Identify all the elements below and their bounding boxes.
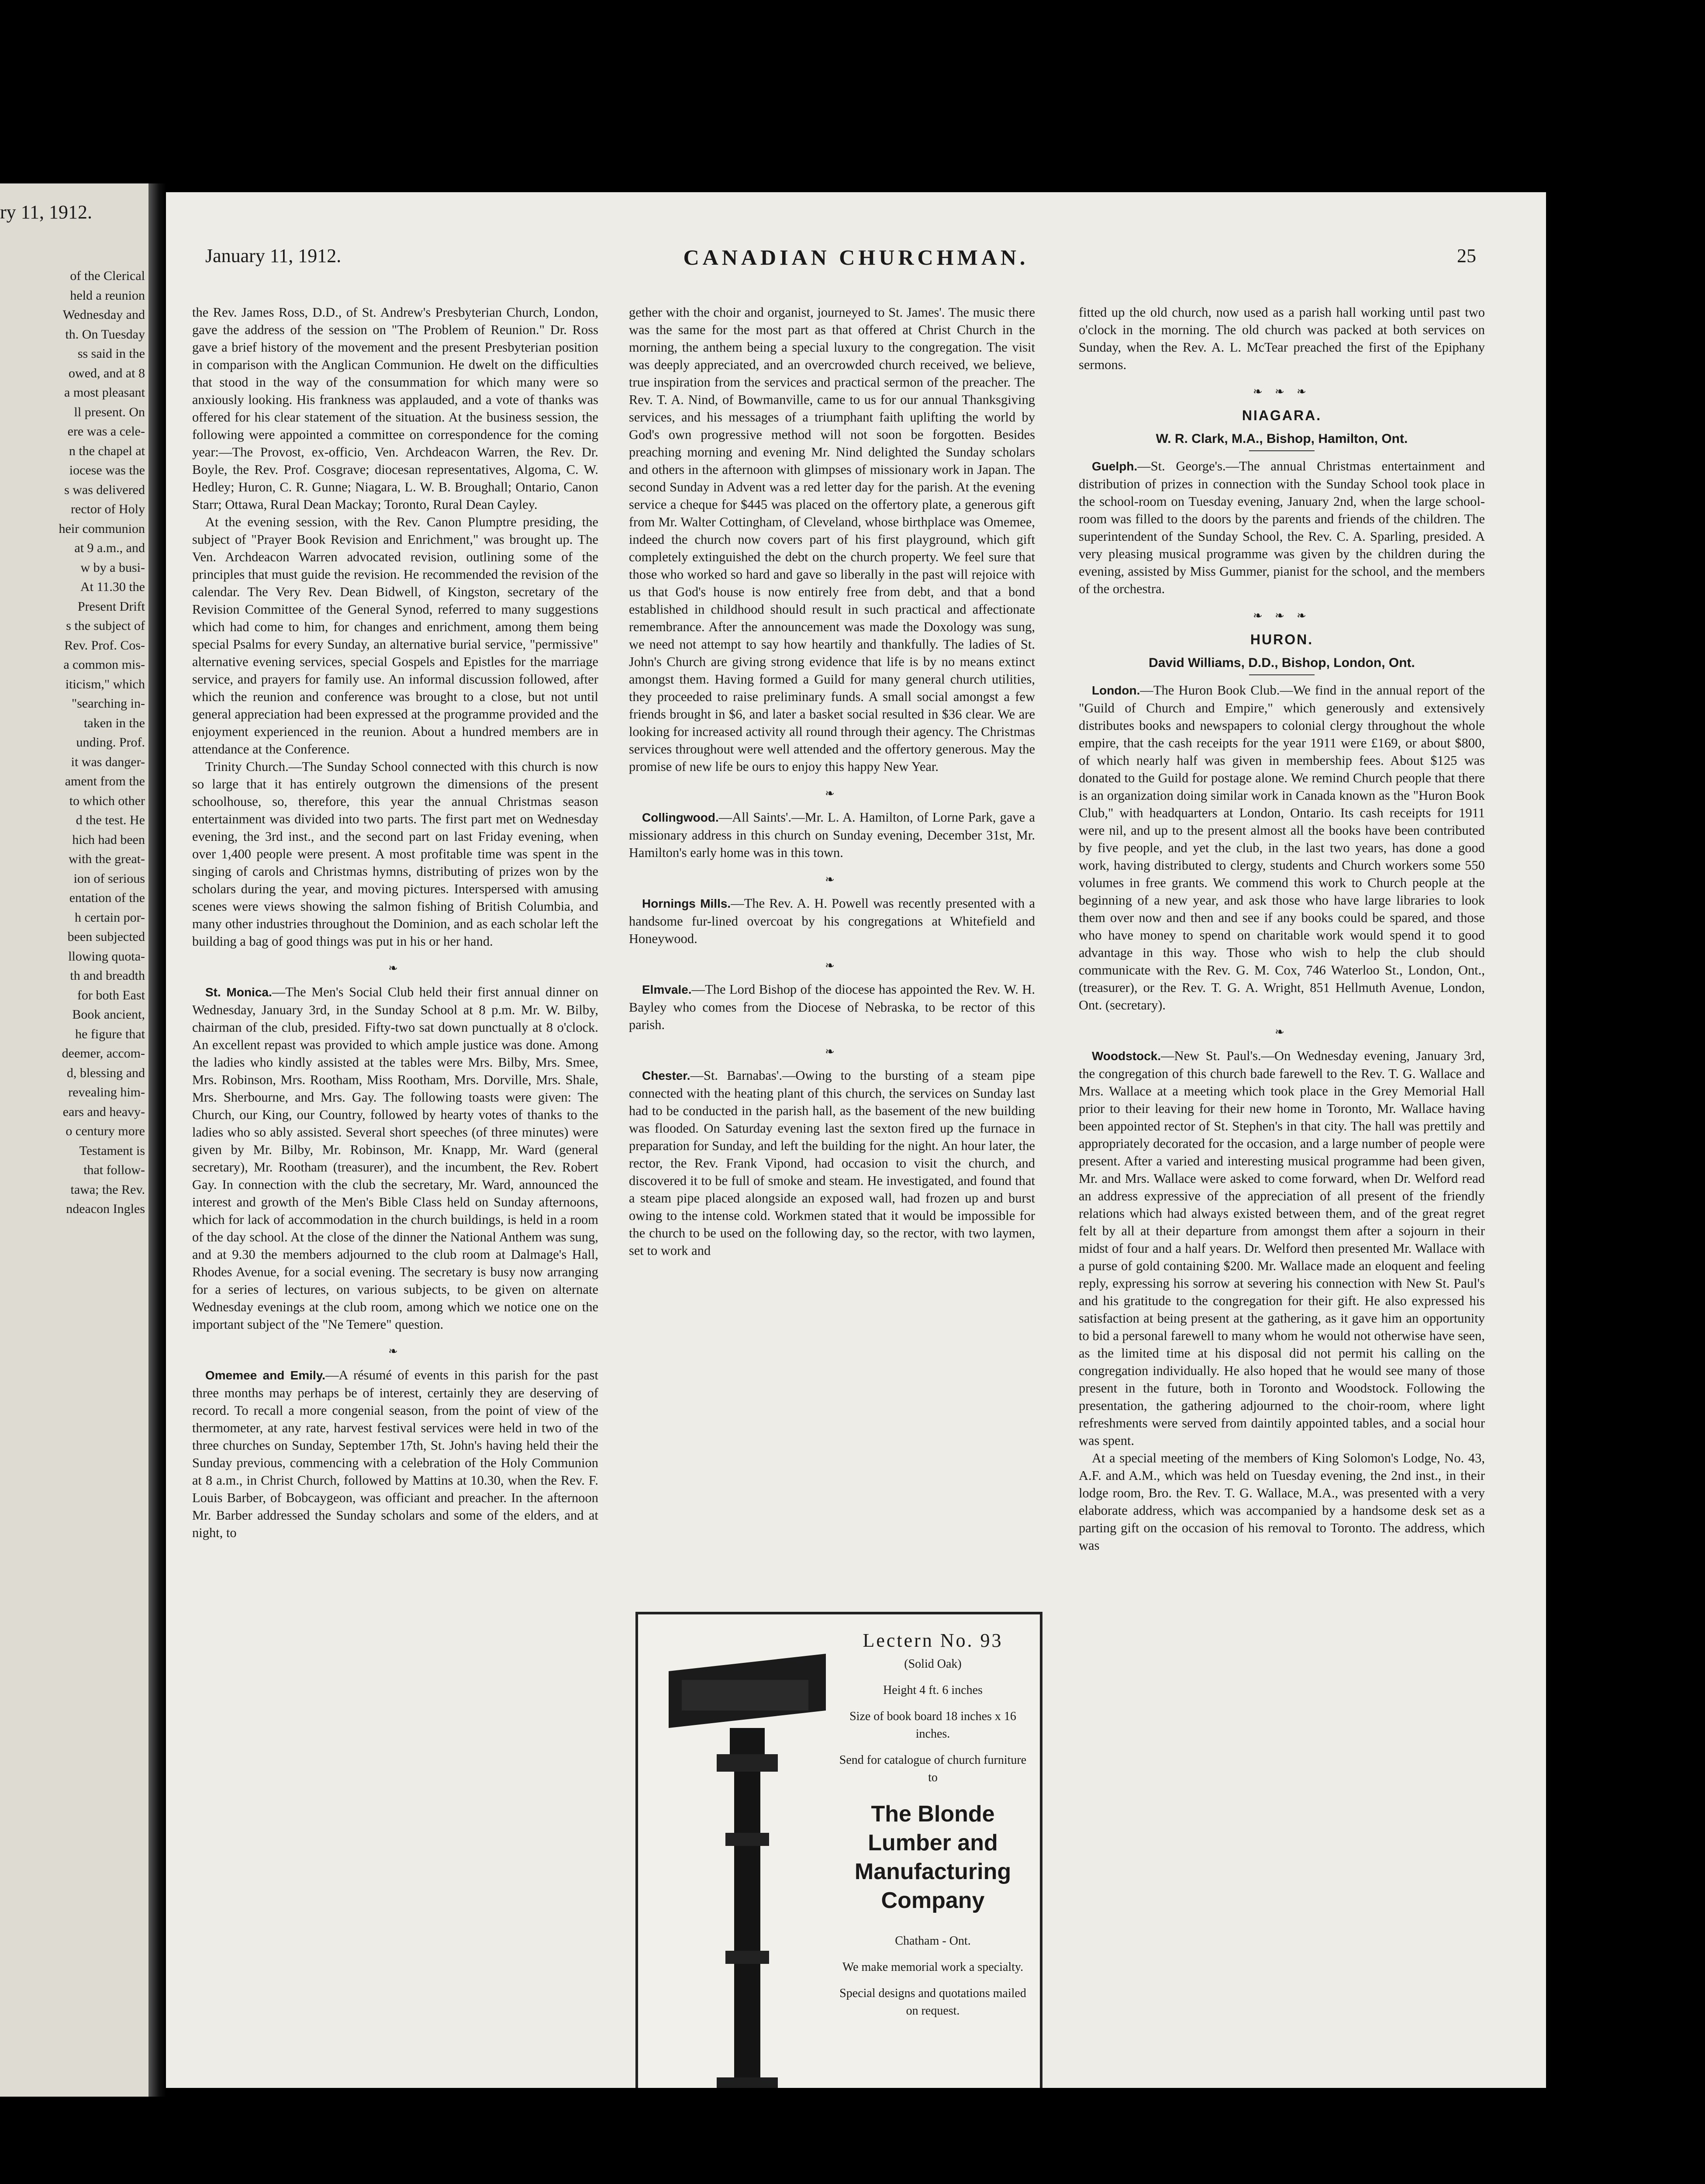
previous-page-running-head: ry 11, 1912. [0, 201, 93, 223]
page-number: 25 [1457, 245, 1476, 266]
article-paragraph: At a special meeting of the members of King Solomon's Lodge, No. 43, A.F. and A.M., which was held on Tuesday evening, the 2nd inst., in their lodge room, Bro. the Rev. T. G. Wallace, M.A., was presented with a very elaborate address, which was accompanied by a handsome desk set as a parting gift on the occasion of his removal to Toronto. The address, which was [1079, 1451, 1485, 1553]
place-name: Hornings Mills. [642, 897, 731, 910]
previous-page-line: for both East [77, 988, 145, 1002]
previous-page-line: deemer, accom- [62, 1046, 145, 1061]
previous-page-fragments [1, 266, 145, 1219]
ad-board-size: Size of book board 18 inches x 16 inches. [849, 1710, 1016, 1741]
article-paragraph [629, 809, 1035, 861]
article-text: —St. George's.—The annual Christmas entertainment and distribution of prizes in connection with the Sunday School took place in the school-room on Tuesday evening, January 2nd, when the large school-room was filled to the doors by the parents and friends of the children. The superintendent of the Sunday School, the Rev. C. A. Sparling, presided. A very pleasing musical programme was given by the children during the evening, assisted by Miss Gummer, pianist for the school, and the members of the orchestra. [1079, 459, 1485, 596]
place-name: Chester. [642, 1069, 690, 1082]
place-name: Collingwood. [642, 811, 719, 824]
diocese-heading-niagara: NIAGARA. [1242, 408, 1322, 423]
previous-page-line: tawa; the Rev. [70, 1182, 145, 1197]
previous-page-line: llowing quota- [68, 949, 145, 964]
column-1 [192, 304, 598, 1541]
previous-page-line: ion of serious [73, 871, 145, 886]
article-paragraph [1079, 457, 1485, 598]
previous-page-line: th. On Tuesday [65, 327, 145, 342]
previous-page-line: th and breadth [70, 968, 145, 983]
previous-page-line: owed, and at 8 [69, 366, 145, 380]
previous-page-line: he figure that [75, 1026, 145, 1041]
previous-page-line: o century more [66, 1124, 145, 1138]
article-paragraph: the Rev. James Ross, D.D., of St. Andrew's Presbyterian Church, London, gave the address of the session on "The Problem of Reunion." Dr. Ross gave a brief history of the movement and the present Presbyterian position in comparison with the Anglican Communion. He dwelt on the difficulties that stood in the way of the consummation for which many were so anxiously looking. His frankness was applauded, and a vote of thanks was offered for his clear statement of the situation. At the business session, the following were appointed a committee on correspondence for the coming year:—The Provost, ex-officio, Ven. Archdeacon Warren, the Rev. Dr. Boyle, the Rev. Prof. Cosgrave; diocesan representatives, Algoma, C. W. Hedley; Huron, C. R. Gunne; Niagara, L. W. B. Broughall; Ontario, Canon Starr; Ottawa, Rural Dean Mackay; Toronto, Rural Dean Cayley. [192, 305, 598, 512]
previous-page-line: heir communion [59, 521, 145, 536]
fleuron-ornament-icon: ❧ [825, 1045, 839, 1058]
article-paragraph: At the evening session, with the Rev. Canon Plumptre presiding, the subject of "Prayer Book Revision and Enrichment," was brought up. The Ven. Archdeacon Warren advocated revision, outlining some of the principles that must guide the revision. He recommended the revision of the calendar. The Very Rev. Dean Bidwell, of Kingston, secretary of the Revision Committee of the General Synod, referred to many suggestions which had come to him, for changes and enrichment, among them being special Psalms for every Sunday, an alternative burial service, "permissive" alternative evening services, special Gospels and Epistles for the marriage service, and prayers for family use. An informal discussion followed, after which the reunion and conference was brought to a close, but not until general appreciation had been expressed at the programme provided and the enjoyment experienced in the reunion. About a hundred members are in attendance at the Conference. [192, 515, 598, 757]
newspaper-page [166, 192, 1546, 2088]
header-date: January 11, 1912. [205, 245, 342, 266]
previous-page-line: w by a busi- [80, 560, 145, 575]
previous-page-strip [0, 183, 148, 2097]
column-3 [1079, 304, 1485, 1554]
fleuron-ornament-icon: ❧ ❧ ❧ [1253, 385, 1311, 398]
article-text: —The Huron Book Club.—We find in the annual report of the "Guild of Church and Empire," which generously and extensively distributes books and newspapers to colonial clergy throughout the whole empire, that the cash receipts for the year 1911 were £169, or about $800, of which nearly half was given in membership fees. About $125 was donated to the Guild for postage alone. We remind Church people that there is an organization doing similar work in Canada known as the "Huron Book Club," with headquarters at London, Ontario. Its cash receipts for 1911 were nil, and up to the present almost all the books have been contributed by five people, and yet the club, in the last two years, has done a good work, having distributed to clergy, students and Church workers some 550 volumes in free grants. We commend this work to Church people at the beginning of a new year, and ask those who have large libraries to look them over now and then and see if any books could be spared, and those who have money to spend on charitable work would spend it to good advantage in this way. Those who wish to help the club should communicate with the Rev. G. M. Cox, 746 Waterloo St., London, Ont., (treasurer), or the Rev. T. G. A. Wright, 851 Hellmuth Avenue, London, Ont. (secretary). [1079, 683, 1485, 1013]
previous-page-line: Present Drift [77, 599, 145, 614]
fleuron-ornament-icon: ❧ [825, 959, 839, 972]
previous-page-line: iticism," which [65, 677, 145, 691]
previous-page-line: taken in the [84, 715, 145, 730]
place-name: St. Monica. [205, 985, 272, 999]
article-paragraph [192, 1366, 598, 1541]
previous-page-line: Testament is [79, 1143, 145, 1158]
article-paragraph [629, 981, 1035, 1033]
place-name: Elmvale. [642, 983, 692, 996]
previous-page-line: to which other [69, 793, 145, 808]
previous-page-line: rector of Holy [71, 502, 145, 516]
previous-page-line: at 9 a.m., and [74, 541, 145, 555]
previous-page-line: ament from the [65, 774, 145, 788]
article-paragraph: fitted up the old church, now used as a parish hall working until past two o'clock in the morning. The old church was packed at both services on Sunday, when the Rev. A. L. McTear preached the first of the Epiphany sermons. [1079, 305, 1485, 372]
previous-page-line: hich had been [72, 832, 145, 847]
article-text: —All Saints'.—Mr. L. A. Hamilton, of Lorne Park, gave a missionary address in this church on Sunday evening, December 31st, Mr. Hamilton's early home was in this town. [629, 810, 1035, 860]
previous-page-line: d, blessing and [66, 1065, 145, 1080]
previous-page-line: it was danger- [71, 754, 145, 769]
place-name: Omemee and Emily. [205, 1368, 326, 1382]
previous-page-line: unding. Prof. [76, 735, 145, 750]
ad-height: Height 4 ft. 6 inches [883, 1683, 983, 1697]
ad-material: (Solid Oak) [904, 1657, 962, 1671]
previous-page-line: ll present. On [74, 404, 145, 419]
article-paragraph [1079, 1047, 1485, 1449]
advertisement-copy [835, 1632, 1031, 2028]
previous-page-line: been subjected [67, 930, 145, 944]
divider [1249, 450, 1315, 451]
article-paragraph: Trinity Church.—The Sunday School connected with this church is now so large that it has entirely outgrown the dimensions of the present schoolhouse, so, therefore, this year the annual Christmas season entertainment was divided into two parts. The first part met on Wednesday evening, the 3rd inst., and the second part on last Friday evening, when over 1,400 people were present. A most profitable time was spent in the singing of carols and Christmas hymns, distributing of prizes won by the scholars during the year, and moving pictures. Interspersed with amusing scenes were views showing the salmon fishing of British Columbia, and many other industries throughout the Dominion, and as each scholar left the building a bag of good things was put in his or her hand. [192, 759, 598, 949]
previous-page-line: with the great- [69, 852, 145, 866]
article-text: —The Men's Social Club held their first annual dinner on Wednesday, January 3rd, in the Sunday School at 8 p.m. Mr. W. Bilby, chairman of the club, presided. Fifty-two sat down punctually at 8 o'clock. An excellent repast was provided to which ample justice was done. Among the ladies who kindly assisted at the tables were Mrs. Bilby, Mrs. Smee, Mrs. Robinson, Mrs. Rootham, Miss Rootham, Mrs. Dorville, Mrs. Shale, Mrs. Sherbourne, and Mrs. Gay. The following toasts were given: The Church, our King, our Country, followed by hearty votes of thanks to the ladies who so ably assisted. Several short speeches (of three minutes) were given by Mr. Bilby, Mr. Robinson, Mr. Knapp, Mr. Ward (general secretary), Mr. Rootham (treasurer), and the incumbent, the Rev. Robert Gay. In connection with the club the secretary, Mr. Ward, announced the interest and growth of the Men's Bible Class held on Sunday afternoons, which for lack of accommodation in the church buildings, is held in a room of the day school. At the close of the dinner the National Anthem was sung, and at 9.30 the members adjourned to the club room at Dalmage's Hall, Rhodes Avenue, for a social evening. The secretary is busy now arranging for a series of lectures, on various subjects, to be given on alternate Wednesday evenings at the club room, among which we notice one on the important subject of the "Ne Temere" question. [192, 985, 599, 1332]
place-name: Woodstock. [1092, 1049, 1161, 1063]
ad-catalogue: Send for catalogue of church furniture to [839, 1753, 1027, 1784]
column-2 [629, 304, 1035, 1259]
previous-page-line: iocese was the [69, 463, 145, 477]
fleuron-ornament-icon: ❧ [825, 873, 839, 886]
previous-page-line: a common mis- [63, 657, 145, 672]
previous-page-line: of the Clerical [70, 269, 145, 283]
previous-page-line: h certain por- [75, 910, 145, 925]
previous-page-line: ere was a cele- [67, 424, 145, 439]
article-text: —St. Barnabas'.—Owing to the bursting of a steam pipe connected with the heating plant of this church, the services on Sunday last had to be conducted in the parish hall, as the basement of the new building was flooded. On Saturday evening last the sexton fired up the furnace in preparation for Sunday, and left the building for the night. An hour later, the rector, the Rev. Frank Vipond, had occasion to visit the church, and discovered it to be full of smoke and steam. He investigated, and found that a steam pipe placed alongside an exposed wall, had frozen up and burst owing to the intense cold. Workmen stated that it would be impossible for the church to be used on the following day, so the rector, with two laymen, set to work and [629, 1068, 1035, 1258]
article-text: —The Lord Bishop of the diocese has appointed the Rev. W. H. Bayley who comes from the Diocese of Nebraska, to be rector of this parish. [629, 982, 1035, 1032]
fleuron-ornament-icon: ❧ [1275, 1026, 1289, 1039]
page-header [166, 245, 1546, 280]
ad-location: Chatham - Ont. [895, 1934, 971, 1948]
page-gutter [148, 183, 166, 2097]
previous-page-line: revealing him- [68, 1085, 145, 1099]
previous-page-line: ss said in the [77, 346, 145, 361]
previous-page-line: entation of the [69, 891, 145, 905]
article-paragraph [192, 983, 598, 1333]
ad-title: Lectern No. 93 [863, 1630, 1003, 1651]
previous-page-line: ndeacon Ingles [66, 1202, 145, 1216]
place-name: Guelph. [1092, 460, 1138, 473]
previous-page-line: Wednesday and [62, 308, 145, 322]
ad-company: The Blonde Lumber and Manufacturing Company [854, 1801, 1011, 1913]
fleuron-ornament-icon: ❧ ❧ ❧ [1253, 609, 1311, 622]
article-text: —New St. Paul's.—On Wednesday evening, January 3rd, the congregation of this church bade farewell to the Rev. T. G. Wallace and Mrs. Wallace at a meeting which took place in the Grey Memorial Hall prior to their leaving for their new home in Toronto, Mr. Wallace having been appointed rector of St. Stephen's in that city. The hall was prettily and appropriately decorated for the occasion, and a large number of people were present. After a varied and interesting musical programme had been given, Mr. and Mrs. Wallace were asked to come forward, when Dr. Welford read an address expressive of the appreciation of all present of the friendly relations which had always existed between them, and of the great regret felt by all at their departure from amongst them after a sojourn in their midst of four and a half years. Dr. Welford then presented Mr. Wallace with a purse of gold containing $200. Mr. Wallace made an eloquent and feeling reply, expressing his sorrow at severing his connection with New St. Paul's and his gratitude to the congregation for their gift. He also expressed his satisfaction at being present at the gathering, as it gave him an opportunity to bid a personal farewell to many whom he would not otherwise have seen, as the limited time at his disposal did not permit his calling on the congregation individually. He also hoped that he would see many of those present in the future, both in Toronto and Woodstock. Following the presentation, the gathering adjourned to the choir-room, where light refreshments were served from daintily appointed tables, and a social hour was spent. [1079, 1048, 1485, 1448]
previous-page-line: Rev. Prof. Cos- [64, 638, 145, 653]
previous-page-line: Book ancient, [72, 1007, 145, 1022]
ad-memorial: We make memorial work a specialty. [842, 1960, 1024, 1974]
previous-page-line: a most pleasant [64, 385, 145, 400]
previous-page-line: n the chapel at [69, 443, 145, 458]
article-text: —The Rev. A. H. Powell was recently presented with a handsome fur-lined overcoat by his congregations at Whitefield and Honeywood. [629, 896, 1035, 946]
article-paragraph [629, 1067, 1035, 1259]
article-paragraph [629, 895, 1035, 947]
previous-page-line: s was delivered [64, 482, 145, 497]
fleuron-ornament-icon: ❧ [825, 787, 839, 800]
ad-designs: Special designs and quotations mailed on request. [839, 1987, 1026, 2018]
fleuron-ornament-icon: ❧ [388, 962, 402, 975]
previous-page-line: s the subject of [66, 619, 145, 633]
lectern-illustration-icon [664, 1645, 830, 2088]
masthead: CANADIAN CHURCHMAN. [683, 245, 1029, 270]
bishop-line-huron: David Williams, D.D., Bishop, London, Ont. [1149, 656, 1415, 670]
article-paragraph [1079, 681, 1485, 1014]
article-paragraph: gether with the choir and organist, journeyed to St. James'. The music there was the same for the most part as that offered at Christ Church in the morning, the anthem being a special luxury to the congregation. The visit was deeply appreciated, and an overcrowded church received, we believe, true inspiration from the services and practical sermon of the preacher. The Rev. T. A. Nind, of Bowmanville, came to us for our annual Thanksgiving services, and his messages of a triumphant faith uplifting the world by God's own progressive method will not soon be forgotten. Besides preaching morning and evening Mr. Nind delighted the Sunday scholars and others in the afternoon with glimpses of missionary work in Japan. The second Sunday in Advent was a red letter day for the parish. At the evening service a cheque for $445 was placed on the offertory plate, a generous gift from Mr. Walter Cottingham, of Cleveland, whose birthplace was Omemee, indeed the church now covers part of his first playground, which gift completely extinguished the debt on the church property. We feel sure that those who worked so hard and gave so liberally in the past will rejoice with us that God's house is now entirely free from debt, and that a bond established in childhood should result in such practical and affectionate remembrance. After the announcement was made the Doxology was sung, we need not attempt to say how heartily and thankfully. The ladies of St. John's Church are giving strong evidence that life is by no means extinct amongst them. Having formed a Guild for many general church utilities, they proceeded to raise preliminary funds. A small social amongst a few friends brought in $6, and later a basket social resulted in $36 clear. We are looking for increased activity all round through their agency. The Christmas services throughout were well attended and the offertory generous. May the promise of new life be ours to enjoy this happy New Year. [629, 305, 1035, 774]
divider [1249, 674, 1315, 675]
article-text: —A résumé of events in this parish for the past three months may perhaps be of interest, certainly they are deserving of record. To recall a more congenial season, from the point of view of the thermometer, at any rate, harvest festival services were held in two of the three churches on Sunday, September 17th, St. John's having held their the Sunday previous, commencing with a celebration of the Holy Communion at 8 a.m., in Christ Church, followed by Mattins at 10.30, when the Rev. F. Louis Barber, of Bobcaygeon, was officiant and preacher. In the afternoon Mr. Barber addressed the Sunday scholars and some of the elders, and at night, to [192, 1368, 599, 1540]
place-name: London. [1092, 684, 1140, 697]
bishop-line-niagara: W. R. Clark, M.A., Bishop, Hamilton, Ont. [1156, 432, 1408, 446]
fleuron-ornament-icon: ❧ [388, 1345, 402, 1358]
previous-page-line: d the test. He [76, 813, 145, 827]
previous-page-line: "searching in- [71, 696, 145, 711]
previous-page-line: ears and heavy- [62, 1104, 145, 1119]
previous-page-line: that follow- [83, 1163, 145, 1177]
diocese-heading-huron: HURON. [1250, 632, 1314, 647]
previous-page-line: held a reunion [70, 288, 145, 303]
previous-page-line: At 11.30 the [80, 580, 145, 594]
lectern-advertisement [635, 1612, 1042, 2088]
